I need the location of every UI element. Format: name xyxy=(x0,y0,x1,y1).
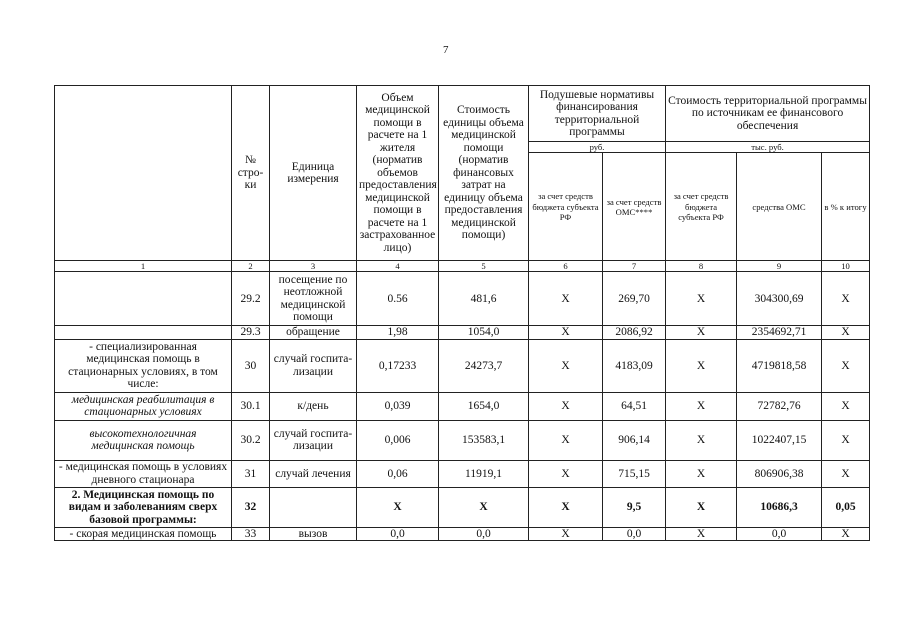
table-row xyxy=(55,527,870,541)
row-volume: X xyxy=(357,487,439,527)
header-oms-cost: средства ОМС xyxy=(737,153,822,261)
header-unit-cost: Стоимость единицы объема медицинской помощи (норматив финансовых затрат на единицу объема предоставления медицинской помощи) xyxy=(439,86,529,261)
row-line: 29.2 xyxy=(232,272,270,326)
row-cost: 0,0 xyxy=(439,527,529,541)
row-oms-cost: 10686,3 xyxy=(737,487,822,527)
row-percent: X xyxy=(822,527,870,541)
header-budget-norm: за счет средств бюджета субъекта РФ xyxy=(529,153,603,261)
row-budget-norm: X xyxy=(529,420,603,460)
header-program-cost: Стоимость территориальной программы по источникам ее финансового обеспечения xyxy=(666,86,870,142)
table-row xyxy=(55,272,870,326)
row-name: 2. Медицинская помощь по видам и заболеваниям сверх базовой программы: xyxy=(55,487,232,527)
header-line-number: № стро-ки xyxy=(232,86,270,261)
column-number: 1 xyxy=(55,261,232,272)
page-number: 7 xyxy=(443,44,449,56)
row-budget-norm: X xyxy=(529,326,603,340)
row-oms-cost: 1022407,15 xyxy=(737,420,822,460)
header-oms-norm: за счет средств ОМС**** xyxy=(603,153,666,261)
row-oms-cost: 2354692,71 xyxy=(737,326,822,340)
row-budget-cost: X xyxy=(666,392,737,420)
row-volume: 0,06 xyxy=(357,460,439,487)
row-cost: 11919,1 xyxy=(439,460,529,487)
row-line: 31 xyxy=(232,460,270,487)
row-line: 30.1 xyxy=(232,392,270,420)
row-oms-norm: 9,5 xyxy=(603,487,666,527)
row-budget-norm: X xyxy=(529,392,603,420)
row-cost: 153583,1 xyxy=(439,420,529,460)
row-percent: X xyxy=(822,272,870,326)
row-oms-cost: 72782,76 xyxy=(737,392,822,420)
row-name: - медицинская помощь в условиях дневного стационара xyxy=(55,460,232,487)
row-name: медицинская реабилитация в стационарных условиях xyxy=(55,392,232,420)
row-percent: 0,05 xyxy=(822,487,870,527)
row-budget-cost: X xyxy=(666,420,737,460)
header-unit-thousand-rub: тыс. руб. xyxy=(666,142,870,153)
row-budget-cost: X xyxy=(666,527,737,541)
row-oms-norm: 715,15 xyxy=(603,460,666,487)
row-unit: к/день xyxy=(270,392,357,420)
financing-table xyxy=(54,85,870,541)
column-number: 6 xyxy=(529,261,603,272)
row-unit: обращение xyxy=(270,326,357,340)
header-percent-total: в % к итогу xyxy=(822,153,870,261)
row-budget-norm: X xyxy=(529,460,603,487)
row-oms-norm: 0,0 xyxy=(603,527,666,541)
column-number: 8 xyxy=(666,261,737,272)
row-oms-cost: 304300,69 xyxy=(737,272,822,326)
row-percent: X xyxy=(822,460,870,487)
row-cost: X xyxy=(439,487,529,527)
header-col-1 xyxy=(55,86,232,261)
row-oms-norm: 906,14 xyxy=(603,420,666,460)
table-row xyxy=(55,339,870,392)
row-unit: случай госпита-лизации xyxy=(270,339,357,392)
row-cost: 24273,7 xyxy=(439,339,529,392)
column-number: 7 xyxy=(603,261,666,272)
row-unit xyxy=(270,487,357,527)
row-cost: 481,6 xyxy=(439,272,529,326)
row-oms-cost: 4719818,58 xyxy=(737,339,822,392)
table-row xyxy=(55,420,870,460)
row-percent: X xyxy=(822,392,870,420)
row-budget-cost: X xyxy=(666,460,737,487)
row-volume: 0,006 xyxy=(357,420,439,460)
row-volume: 0,0 xyxy=(357,527,439,541)
row-percent: X xyxy=(822,420,870,460)
header-per-capita-norms: Подушевые нормативы финансирования территориальной программы xyxy=(529,86,666,142)
row-unit: вызов xyxy=(270,527,357,541)
row-oms-cost: 0,0 xyxy=(737,527,822,541)
row-name: - скорая медицинская помощь xyxy=(55,527,232,541)
row-line: 30 xyxy=(232,339,270,392)
row-volume: 0,17233 xyxy=(357,339,439,392)
table-row xyxy=(55,326,870,340)
column-number: 4 xyxy=(357,261,439,272)
row-name: - специализированная медицинская помощь в стационарных условиях, в том числе: xyxy=(55,339,232,392)
row-budget-cost: X xyxy=(666,487,737,527)
row-percent: X xyxy=(822,339,870,392)
header-budget-cost: за счет средств бюджета субъекта РФ xyxy=(666,153,737,261)
row-budget-cost: X xyxy=(666,339,737,392)
row-name xyxy=(55,272,232,326)
column-number: 5 xyxy=(439,261,529,272)
row-oms-cost: 806906,38 xyxy=(737,460,822,487)
row-percent: X xyxy=(822,326,870,340)
table-row xyxy=(55,392,870,420)
row-name xyxy=(55,326,232,340)
row-unit: случай лечения xyxy=(270,460,357,487)
row-line: 32 xyxy=(232,487,270,527)
row-volume: 0,039 xyxy=(357,392,439,420)
row-budget-norm: X xyxy=(529,487,603,527)
header-volume: Объем медицинской помощи в расчете на 1 жителя (норматив объемов предоставления медицинской помощи в расчете на 1 застрахованное лицо) xyxy=(357,86,439,261)
row-oms-norm: 269,70 xyxy=(603,272,666,326)
row-line: 30.2 xyxy=(232,420,270,460)
row-unit: посещение по неотложной медицинской помощи xyxy=(270,272,357,326)
row-oms-norm: 64,51 xyxy=(603,392,666,420)
column-number: 9 xyxy=(737,261,822,272)
row-line: 33 xyxy=(232,527,270,541)
column-number: 2 xyxy=(232,261,270,272)
table-row xyxy=(55,487,870,527)
row-line: 29.3 xyxy=(232,326,270,340)
table-row xyxy=(55,460,870,487)
row-unit: случай госпита-лизации xyxy=(270,420,357,460)
row-budget-cost: X xyxy=(666,272,737,326)
row-volume: 1,98 xyxy=(357,326,439,340)
row-volume: 0.56 xyxy=(357,272,439,326)
row-cost: 1054,0 xyxy=(439,326,529,340)
column-number: 3 xyxy=(270,261,357,272)
row-cost: 1654,0 xyxy=(439,392,529,420)
column-number: 10 xyxy=(822,261,870,272)
row-budget-cost: X xyxy=(666,326,737,340)
row-budget-norm: X xyxy=(529,339,603,392)
row-name: высокотехнологичная медицинская помощь xyxy=(55,420,232,460)
row-oms-norm: 4183,09 xyxy=(603,339,666,392)
header-unit-rub: руб. xyxy=(529,142,666,153)
row-budget-norm: X xyxy=(529,272,603,326)
row-budget-norm: X xyxy=(529,527,603,541)
header-unit: Единица измерения xyxy=(270,86,357,261)
row-oms-norm: 2086,92 xyxy=(603,326,666,340)
